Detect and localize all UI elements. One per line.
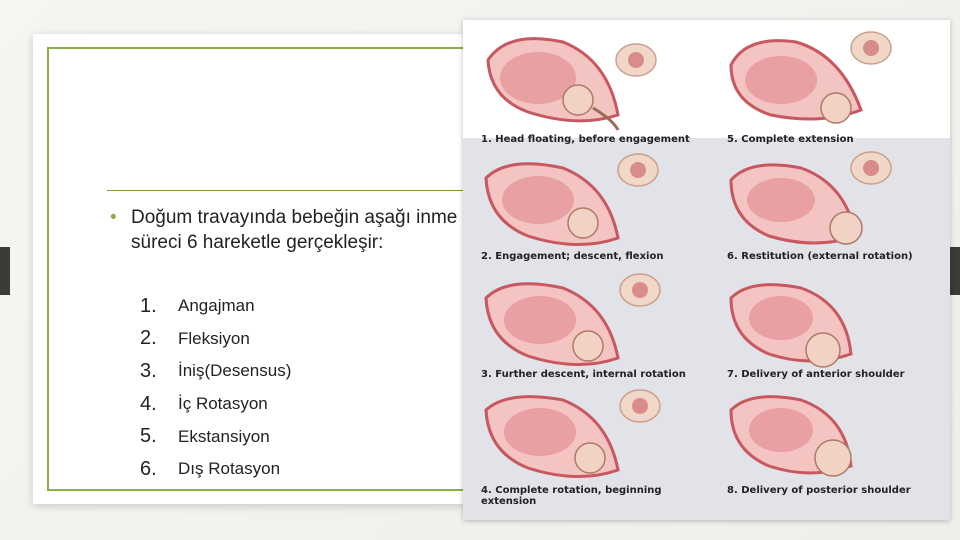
fetus-in-uterus-icon: [711, 20, 951, 138]
stage-caption: 3. Further descent, internal rotation: [481, 369, 686, 380]
stage-caption: 6. Restitution (external rotation): [727, 251, 913, 262]
list-number: 1.: [140, 294, 157, 317]
list-item: [140, 453, 460, 486]
list-label: İniş(Desensus): [178, 361, 292, 381]
stage-caption: 4. Complete rotation, beginning extension: [481, 485, 662, 507]
list-item: [140, 388, 460, 421]
stage-caption: 1. Head floating, before engagement: [481, 134, 690, 145]
list-label: Dış Rotasyon: [178, 459, 281, 479]
list-item: [140, 290, 460, 323]
fetus-in-uterus-icon: [711, 382, 951, 490]
right-edge-tab: [950, 247, 960, 295]
list-label: Fleksiyon: [178, 328, 250, 348]
stage-illustration: [468, 20, 708, 145]
stage-illustration: [711, 382, 951, 500]
stage-illustration: [711, 268, 951, 386]
bullet-text: Doğum travayında bebeğin aşağı inme süreci 6 hareketle gerçekleşir:: [131, 207, 458, 253]
stage-caption: 7. Delivery of anterior shoulder: [727, 369, 905, 380]
stage-illustration: [468, 382, 708, 507]
list-number: 2.: [140, 327, 157, 350]
fetus-in-uterus-icon: [711, 268, 951, 378]
list-item: [140, 355, 460, 388]
labor-stages-figure: [463, 20, 950, 520]
stage-caption: 2. Engagement; descent, flexion: [481, 251, 664, 262]
stage-illustration: [711, 148, 951, 266]
list-number: 5.: [140, 425, 157, 448]
list-number: 3.: [140, 359, 157, 382]
movements-list: [140, 290, 460, 486]
bullet-dot-icon: •: [110, 207, 117, 228]
fetus-in-uterus-icon: [468, 20, 708, 138]
bullet-point: [110, 205, 465, 255]
list-number: 6.: [140, 457, 157, 480]
fetus-in-uterus-icon: [468, 382, 708, 490]
stage-caption: 8. Delivery of posterior shoulder: [727, 485, 911, 496]
stage-illustration: [711, 20, 951, 145]
list-item: [140, 420, 460, 453]
list-label: Ekstansiyon: [178, 426, 270, 446]
title-divider: [107, 190, 467, 191]
fetus-in-uterus-icon: [711, 148, 951, 258]
left-edge-tab: [0, 247, 10, 295]
stage-illustration: [468, 148, 708, 266]
list-number: 4.: [140, 392, 157, 415]
fetus-in-uterus-icon: [468, 268, 708, 378]
stage-illustration: [468, 268, 708, 386]
list-label: İç Rotasyon: [178, 394, 268, 414]
stage-caption: 5. Complete extension: [727, 134, 854, 145]
list-item: [140, 323, 460, 356]
list-label: Angajman: [178, 296, 255, 316]
fetus-in-uterus-icon: [468, 148, 708, 258]
